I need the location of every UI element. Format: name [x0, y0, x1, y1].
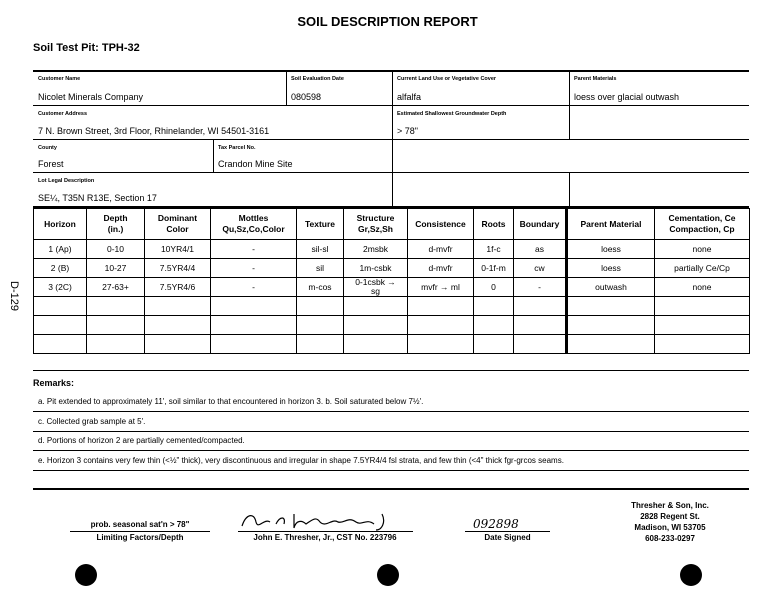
table-cell: - [211, 240, 297, 259]
table-cell: 10YR4/1 [145, 240, 211, 259]
remark-item: d. Portions of horizon 2 are partially cemented/compacted. [38, 436, 245, 445]
table-cell: outwash [567, 278, 655, 297]
table-cell: d-mvfr [408, 259, 474, 278]
side-code: D-129 [8, 281, 20, 311]
col-header: Dominant Color [145, 209, 211, 240]
table-cell: 1f-c [474, 240, 514, 259]
company-phone: 608-233-0297 [645, 534, 695, 543]
table-cell [514, 316, 567, 335]
table-cell: 7.5YR4/6 [145, 278, 211, 297]
customer-address: 7 N. Brown Street, 3rd Floor, Rhinelander, WI 54501-3161 [38, 126, 270, 136]
table-cell: - [211, 278, 297, 297]
table-cell [297, 316, 344, 335]
date-signed-label: Date Signed [484, 533, 531, 542]
table-cell [408, 316, 474, 335]
table-cell [145, 335, 211, 354]
legal-description: SE¼, T35N R13E, Section 17 [38, 193, 157, 203]
land-use-label: Current Land Use or Vegetative Cover [397, 76, 497, 82]
col-header: Horizon [34, 209, 87, 240]
col-header: Texture [297, 209, 344, 240]
table-cell [211, 316, 297, 335]
limiting-factors-label: Limiting Factors/Depth [96, 533, 184, 542]
table-cell [514, 297, 567, 316]
table-cell [344, 335, 408, 354]
divider [33, 370, 749, 371]
col-header: Mottles Qu,Sz,Co,Color [211, 209, 297, 240]
table-cell [34, 316, 87, 335]
groundwater-label: Estimated Shallowest Groundwater Depth [397, 111, 507, 117]
table-cell: 0-1csbk → sg [344, 278, 408, 297]
table-cell [87, 297, 145, 316]
customer-name-label: Customer Name [38, 76, 81, 82]
limiting-factors-value: prob. seasonal sat'n > 78" [90, 520, 190, 529]
table-cell [567, 335, 655, 354]
table-cell: 1m-csbk [344, 259, 408, 278]
soil-test-pit: Soil Test Pit: TPH-32 [33, 42, 140, 54]
county-label: County [38, 145, 57, 151]
parent-materials-label: Parent Materials [574, 76, 617, 82]
parent-materials: loess over glacial outwash [574, 92, 680, 102]
table-row [34, 297, 750, 316]
report-title: SOIL DESCRIPTION REPORT [297, 14, 478, 29]
tax-parcel-label: Tax Parcel No. [218, 145, 256, 151]
table-cell: 0 [474, 278, 514, 297]
land-use: alfalfa [397, 92, 422, 102]
table-cell: none [655, 278, 750, 297]
table-cell: as [514, 240, 567, 259]
table-cell [344, 316, 408, 335]
table-cell: 2msbk [344, 240, 408, 259]
table-cell: loess [567, 259, 655, 278]
table-cell [567, 297, 655, 316]
col-header: Consistence [408, 209, 474, 240]
punch-hole-icon [377, 564, 399, 586]
col-header: Structure Gr,Sz,Sh [344, 209, 408, 240]
company-city: Madison, WI 53705 [634, 523, 706, 532]
table-row [34, 278, 750, 297]
tax-parcel: Crandon Mine Site [218, 159, 293, 169]
table-cell [87, 335, 145, 354]
table-row [34, 259, 750, 278]
table-cell [34, 335, 87, 354]
soil-horizon-table [33, 208, 750, 354]
signer-name: John E. Thresher, Jr., CST No. 223796 [253, 533, 397, 542]
table-cell: m-cos [297, 278, 344, 297]
table-cell: mvfr → ml [408, 278, 474, 297]
table-cell [145, 297, 211, 316]
table-cell: sil-sl [297, 240, 344, 259]
col-header: Roots [474, 209, 514, 240]
table-row [34, 335, 750, 354]
table-cell: partially Ce/Cp [655, 259, 750, 278]
table-cell [408, 335, 474, 354]
table-cell: cw [514, 259, 567, 278]
col-header: Cementation, Ce Compaction, Cp [655, 209, 750, 240]
table-cell: 7.5YR4/4 [145, 259, 211, 278]
table-cell [344, 297, 408, 316]
table-cell [408, 297, 474, 316]
remarks-label: Remarks: [33, 378, 75, 388]
date-signed-value: 092898 [473, 517, 519, 531]
remark-item: c. Collected grab sample at 5'. [38, 417, 146, 426]
table-header-row [34, 209, 750, 240]
table-cell [211, 335, 297, 354]
table-cell: - [514, 278, 567, 297]
table-cell: d-mvfr [408, 240, 474, 259]
divider [33, 488, 749, 490]
punch-hole-icon [75, 564, 97, 586]
table-cell: none [655, 240, 750, 259]
table-cell: 2 (B) [34, 259, 87, 278]
remark-item: a. Pit extended to approximately 11', soil similar to that encountered in horizon 3. b. Soil saturated below 7½'. [38, 397, 424, 406]
table-cell [474, 335, 514, 354]
table-cell [567, 316, 655, 335]
table-cell [474, 297, 514, 316]
table-cell [655, 316, 750, 335]
table-cell [145, 316, 211, 335]
punch-hole-icon [680, 564, 702, 586]
col-header: Depth (in.) [87, 209, 145, 240]
eval-date-label: Soil Evaluation Date [291, 76, 344, 82]
company-street: 2828 Regent St. [640, 512, 700, 521]
eval-date: 080598 [291, 92, 322, 102]
table-cell: loess [567, 240, 655, 259]
table-cell [655, 335, 750, 354]
table-row [34, 240, 750, 259]
table-cell: 27-63+ [87, 278, 145, 297]
table-row [34, 316, 750, 335]
table-cell: 0-1f-m [474, 259, 514, 278]
legal-label: Lot Legal Description [38, 178, 95, 184]
col-header: Parent Material [567, 209, 655, 240]
table-cell [655, 297, 750, 316]
company-name: Thresher & Son, Inc. [631, 501, 709, 510]
county: Forest [38, 159, 64, 169]
table-cell [87, 316, 145, 335]
table-cell: - [211, 259, 297, 278]
customer-name: Nicolet Minerals Company [38, 92, 144, 102]
table-cell [297, 335, 344, 354]
remark-item: e. Horizon 3 contains very few thin (<½" thick), very discontinuous and irregular in shape 7.5YR4/4 fsl strata, and few thin (<4" thick fgr-grcos seams. [38, 456, 564, 465]
groundwater-depth: > 78" [397, 126, 418, 136]
table-cell [514, 335, 567, 354]
table-cell [474, 316, 514, 335]
address-label: Customer Address [38, 111, 88, 117]
table-cell: 0-10 [87, 240, 145, 259]
table-cell: 3 (2C) [34, 278, 87, 297]
table-cell [211, 297, 297, 316]
table-cell: 1 (Ap) [34, 240, 87, 259]
col-header: Boundary [514, 209, 567, 240]
table-cell [297, 297, 344, 316]
table-cell: sil [297, 259, 344, 278]
table-cell: 10-27 [87, 259, 145, 278]
table-cell [34, 297, 87, 316]
